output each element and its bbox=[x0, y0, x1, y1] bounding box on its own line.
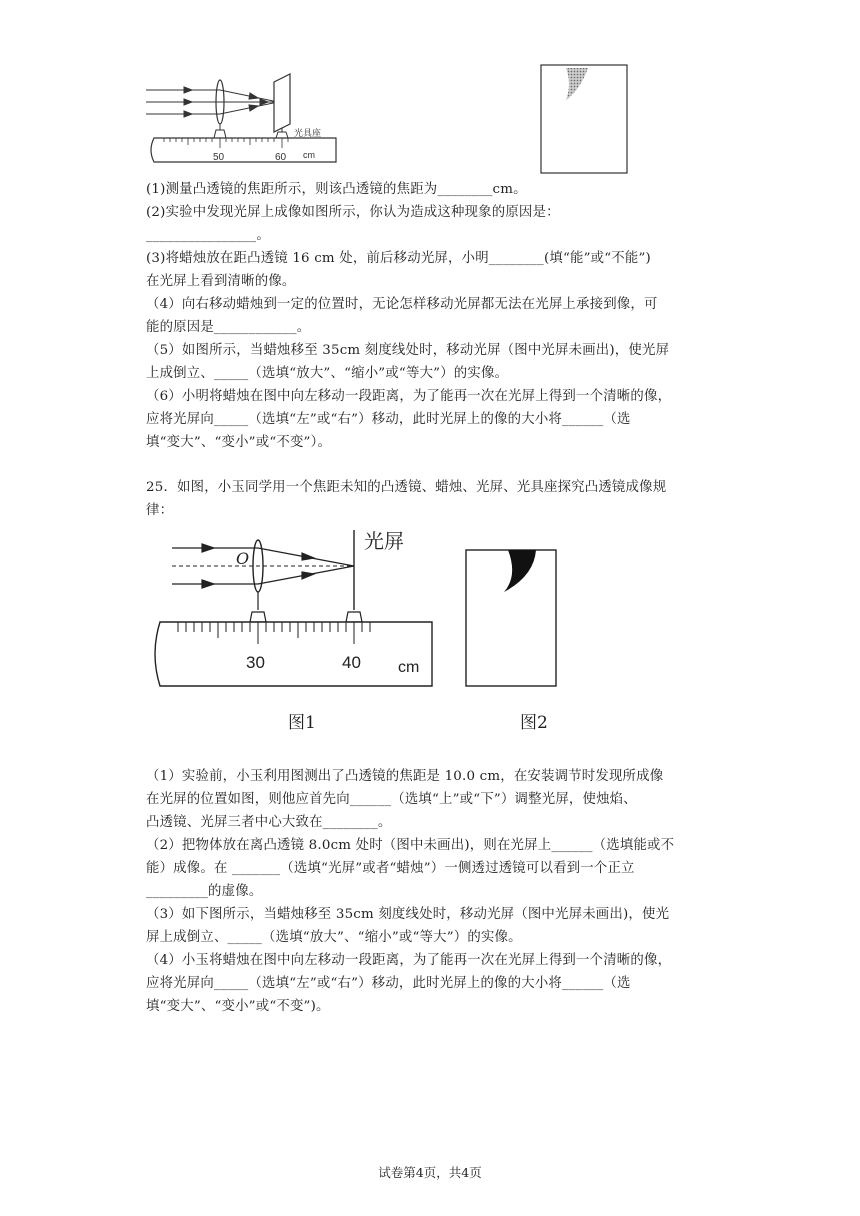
bench-label: 光具座 bbox=[294, 129, 322, 139]
q24-line-7: 能的原因是____________。 bbox=[146, 320, 311, 335]
screen-label: 光屏 bbox=[364, 529, 404, 553]
page-footer: 试卷第4页，共4页 bbox=[378, 1165, 482, 1180]
tick-30: 30 bbox=[246, 653, 265, 672]
caption-fig1: 图1 bbox=[288, 713, 316, 733]
q24-line-6: （4）向右移动蜡烛到一定的位置时，无论怎样移动光屏都无法在光屏上承接到像，可 bbox=[146, 297, 658, 312]
q24-line-11: 应将光屏向_____（选填“左”或“右”）移动，此时光屏上的像的大小将______（选 bbox=[146, 412, 631, 427]
q25-intro-1: 25．如图，小玉同学用一个焦距未知的凸透镜、蜡烛、光屏、光具座探究凸透镜成像规 bbox=[146, 480, 667, 495]
q25-line-1: （1）实验前，小玉利用图测出了凸透镜的焦距是 10.0 cm，在安装调节时发现所成像 bbox=[146, 769, 664, 784]
q24-line-4: (3)将蜡烛放在距凸透镜 16 cm 处，前后移动光屏，小明________(填“能”或“不能”) bbox=[146, 251, 651, 266]
q25-line-9: （4）小玉将蜡烛在图中向左移动一段距离，为了能再一次在光屏上得到一个清晰的像， bbox=[146, 953, 672, 968]
tick-40: 40 bbox=[342, 653, 361, 672]
tick-60: 60 bbox=[275, 152, 287, 163]
q24-line-8: （5）如图所示，当蜡烛移至 35cm 刻度线处时，移动光屏（图中光屏未画出)，使光屏 bbox=[146, 343, 670, 358]
unit-cm: cm bbox=[398, 659, 420, 676]
q25-line-11: 填“变大”、“变小”或“不变”)。 bbox=[146, 999, 330, 1014]
q25-line-3: 凸透镜、光屏三者中心大致在________。 bbox=[146, 815, 392, 830]
q24-line-9: 上成倒立、_____（选填“放大”、“缩小”或“等大”）的实像。 bbox=[146, 366, 509, 381]
q25-line-5: 能）成像。在 _______（选填“光屏”或者“蜡烛”）一侧透过透镜可以看到一个正立 bbox=[146, 861, 635, 876]
q24-line-2: (2)实验中发现光屏上成像如图所示，你认为造成这种现象的原因是： bbox=[146, 205, 560, 220]
caption-fig2: 图2 bbox=[520, 713, 548, 733]
q25-line-4: （2）把物体放在离凸透镜 8.0cm 处时（图中未画出)，则在光屏上______（选填能或不 bbox=[146, 838, 675, 853]
top-bench-figure bbox=[140, 62, 340, 174]
q25-line-8: 屏上成倒立、_____（选填“放大”、“缩小”或“等大”）的实像。 bbox=[146, 930, 522, 945]
q25-line-6: _________的虚像。 bbox=[146, 884, 263, 899]
q25-line-2: 在光屏的位置如图，则他应首先向______（选填“上”或“下”）调整光屏，使烛焰、 bbox=[146, 792, 637, 807]
center-o: O bbox=[236, 549, 250, 568]
q24-line-1: (1)测量凸透镜的焦距所示，则该凸透镜的焦距为________cm。 bbox=[146, 182, 527, 197]
q24-line-3: ________________。 bbox=[146, 228, 270, 243]
q25-line-7: （3）如下图所示，当蜡烛移至 35cm 刻度线处时，移动光屏（图中光屏未画出)，使光 bbox=[146, 907, 670, 922]
q25-figure-2 bbox=[464, 548, 584, 738]
light-screen bbox=[274, 74, 290, 132]
unit-cm: cm bbox=[303, 150, 315, 160]
q24-line-5: 在光屏上看到清晰的像。 bbox=[146, 274, 296, 289]
q24-line-12: 填“变大”、“变小”或“不变”）。 bbox=[146, 435, 332, 450]
q25-intro-2: 律： bbox=[146, 503, 174, 518]
tick-50: 50 bbox=[213, 152, 225, 163]
q25-line-10: 应将光屏向_____（选填“左”或“右”）移动，此时光屏上的像的大小将______（选 bbox=[146, 976, 631, 991]
q25-figure-1 bbox=[146, 526, 436, 736]
top-screen-image bbox=[540, 64, 628, 176]
optical-bench bbox=[155, 622, 432, 686]
q24-line-10: （6）小明将蜡烛在图中向左移动一段距离，为了能再一次在光屏上得到一个清晰的像， bbox=[146, 389, 672, 404]
